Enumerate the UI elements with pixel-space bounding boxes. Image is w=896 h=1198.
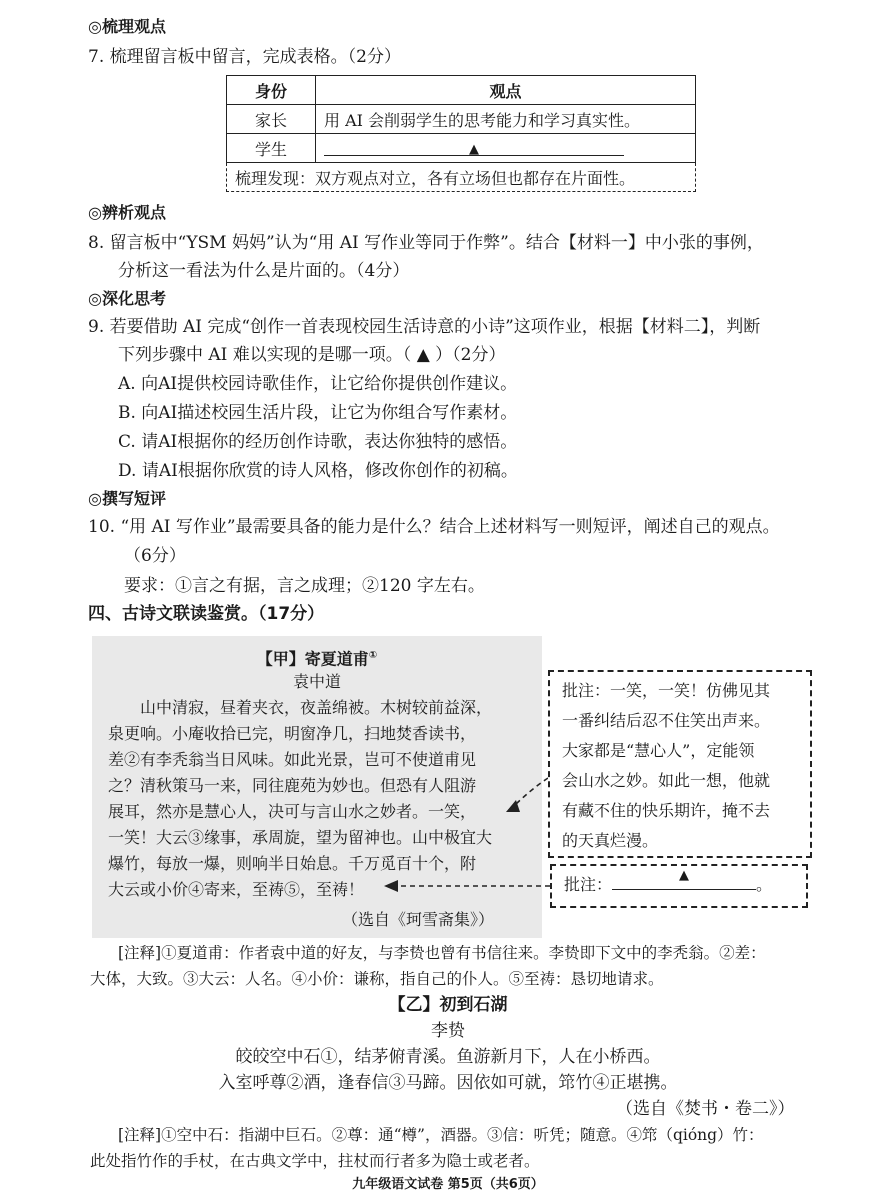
- question-9-line: 9. 若要借助 AI 完成“创作一首表现校园生活诗意的小诗”这项作业，根据【材料二】，判断: [88, 317, 761, 337]
- passage-line: 泉更响。小庵收拾已完，明窗净几，扫地焚香读书，: [108, 724, 477, 743]
- yi-verse: 皎皎空中石①，结茅俯青溪。鱼游新月下，人在小桥西。: [235, 1047, 661, 1067]
- arrow-line-1: [512, 778, 548, 808]
- passage-line: 差②有李秃翁当日风味。如此光景，岂可不使道甫见: [108, 750, 477, 769]
- passage-line: 爆竹，每放一爆，则响半日始息。千万觅百十个，附: [108, 854, 477, 873]
- yi-title: 【乙】初到石湖: [388, 995, 508, 1015]
- page-footer: 九年级语文试卷 第5页（共6页）: [352, 1177, 544, 1192]
- passage-line: 一笑！大云③缘事，承周旋，望为留神也。山中极宜大: [108, 828, 493, 847]
- jia-notes-line: [注释]①夏道甫：作者袁中道的好友，与李贽也曾有书信往来。李贽即下文中的李秃翁。②差：: [118, 944, 766, 962]
- passage-line: 之？清秋策马一来，同往鹿苑为妙也。但恐有人阻游: [108, 776, 477, 795]
- question-10-line: （6分）: [124, 546, 186, 566]
- annotation-end: 。: [756, 875, 773, 894]
- passage-source: （选自《珂雪斋集》）: [342, 910, 495, 929]
- question-9-line: 下列步骤中 AI 难以实现的是哪一项。（ ▲ ）（2分）: [118, 345, 506, 365]
- question-8-line: 分析这一看法为什么是片面的。（4分）: [118, 261, 410, 281]
- passage-title: 【甲】寄夏道甫①: [256, 649, 378, 669]
- section-heading: ◎深化思考: [88, 289, 166, 308]
- table-cell-parent-view: 用 AI 会削弱学生的思考能力和学习真实性。: [316, 105, 696, 134]
- question-8-line: 8. 留言板中“YSM 妈妈”认为“用 AI 写作业等同于作弊”。结合【材料一】中小张的事例，: [88, 233, 764, 253]
- passage-line: 大云或小价④寄来，至祷⑤，至祷！: [108, 880, 365, 899]
- section-heading: ◎撰写短评: [88, 489, 166, 508]
- table-cell-parent: 家长: [227, 105, 316, 134]
- annotation-line: 大家都是“慧心人”，定能领: [562, 741, 755, 760]
- option-b: B. 向AI描述校园生活片段，让它为你组合写作素材。: [118, 403, 518, 423]
- annotation-line: 批注：一笑，一笑！仿佛见其: [562, 681, 771, 700]
- option-a: A. 向AI提供校园诗歌佳作，让它给你提供创作建议。: [118, 374, 518, 394]
- triangle-icon: ▲: [679, 868, 690, 883]
- question-10-line: 10. “用 AI 写作业”最需要具备的能力是什么？结合上述材料写一则短评，阐述自己的观点。: [88, 517, 780, 537]
- section-heading: ◎梳理观点: [88, 17, 166, 36]
- jia-notes-line: 大体，大致。③大云：人名。④小价：谦称，指自己的仆人。⑤至祷：恳切地请求。: [90, 970, 664, 988]
- passage-line: 展耳，然亦是慧心人，决可与言山水之妙者。一笑，: [108, 802, 477, 821]
- option-c: C. 请AI根据你的经历创作诗歌，表达你独特的感悟。: [118, 432, 518, 452]
- section-heading: ◎辨析观点: [88, 203, 166, 222]
- arrowhead-2: [384, 880, 398, 892]
- annotation-box-1: [548, 670, 812, 858]
- question-10-requirement: 要求：①言之有据，言之成理；②120 字左右。: [124, 576, 485, 596]
- triangle-icon: ▲: [469, 141, 479, 157]
- table-header-viewpoint: 观点: [316, 76, 696, 105]
- yi-notes-line: [注释]①空中石：指湖中巨石。②尊：通“樽”，酒器。③信：听凭；随意。④筇（qióng）竹：: [118, 1126, 764, 1144]
- annotation-box-2: [550, 864, 808, 908]
- annotation-answer-blank[interactable]: [612, 868, 756, 890]
- annotation-line: 的天真烂漫。: [562, 831, 659, 850]
- part-four-heading: 四、古诗文联读鉴赏。（17分）: [88, 604, 325, 624]
- option-d: D. 请AI根据你欣赏的诗人风格，修改你创作的初稿。: [118, 461, 518, 481]
- yi-source: （选自《焚书・卷二》）: [616, 1099, 795, 1119]
- annotation-label: 批注：: [564, 875, 613, 894]
- annotation-line: 有藏不住的快乐期许，掩不去: [562, 801, 771, 820]
- yi-author: 李贽: [431, 1021, 465, 1041]
- table-header-identity: 身份: [227, 76, 316, 105]
- yi-notes-line: 此处指竹作的手杖，在古典文学中，拄杖而行者多为隐士或老者。: [90, 1152, 540, 1170]
- annotation-line: 一番纠结后忍不住笑出声来。: [562, 711, 771, 730]
- passage-line: 山中清寂，昼着夹衣，夜盖绵被。木树较前益深，: [140, 698, 493, 717]
- annotation-line: 会山水之妙。如此一想，他就: [562, 771, 771, 790]
- question-7-stem: 7. 梳理留言板中留言，完成表格。（2分）: [88, 47, 401, 67]
- table-cell-student: 学生: [227, 134, 316, 163]
- table-finding: 梳理发现：双方观点对立，各有立场但也都存在片面性。: [227, 163, 696, 192]
- passage-author: 袁中道: [292, 672, 341, 691]
- yi-verse: 入室呼尊②酒，逢春信③马蹄。因依如可就，筇竹④正堪携。: [218, 1073, 678, 1093]
